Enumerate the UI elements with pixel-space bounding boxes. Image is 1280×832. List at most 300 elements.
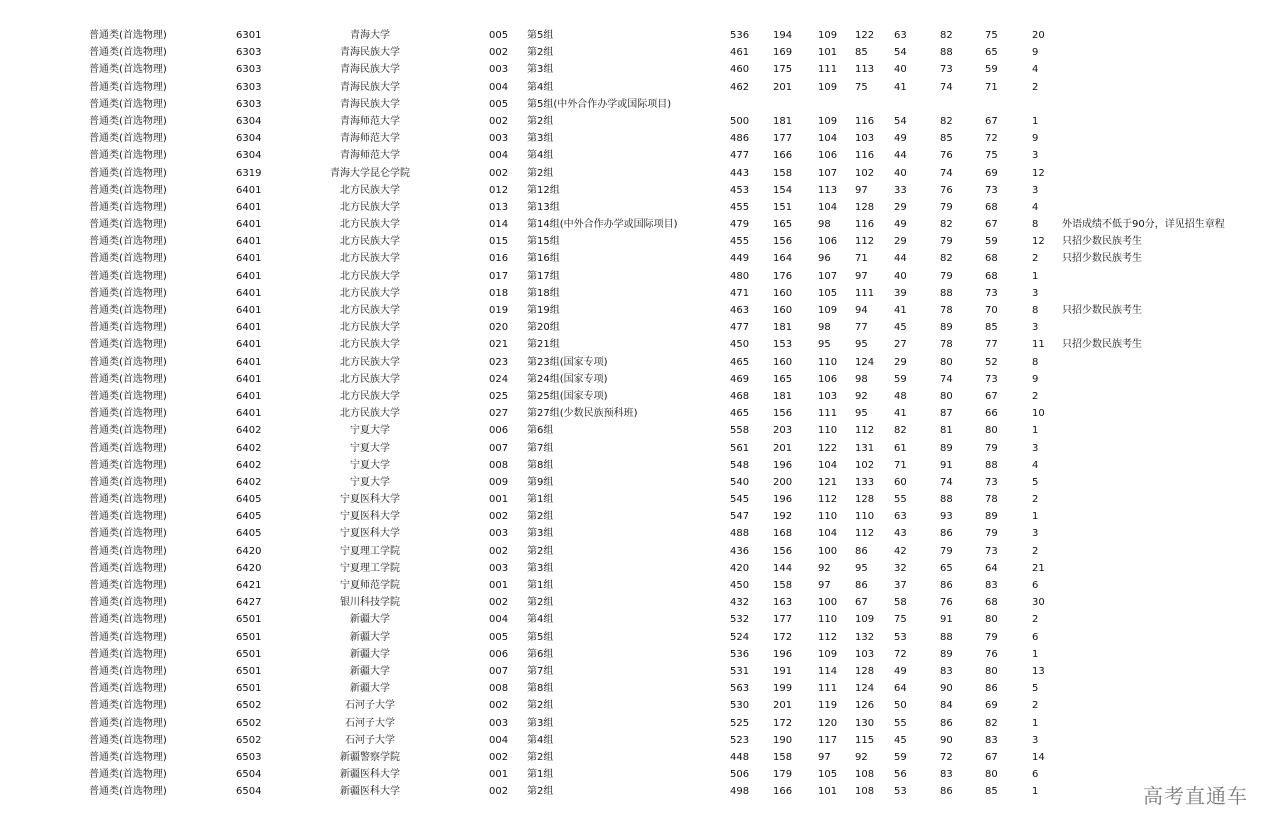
cell-count: 8: [1032, 219, 1039, 231]
cell-group-code: 008: [489, 459, 509, 471]
cell-school-code: 6401: [236, 253, 262, 265]
cell-category: 普通类(首选物理): [89, 373, 167, 385]
table-row: [0, 27, 1280, 44]
cell-total-score: 450: [730, 580, 750, 591]
cell-score-f: 67: [985, 751, 998, 763]
cell-score-a: 168: [773, 528, 793, 540]
cell-score-a: 181: [773, 115, 793, 127]
cell-score-a: 172: [773, 631, 793, 643]
cell-score-b: 98: [818, 322, 831, 334]
cell-score-a: 158: [773, 580, 793, 591]
cell-score-d: 64: [894, 683, 907, 695]
cell-score-c: 133: [855, 476, 875, 488]
cell-score-d: 61: [894, 442, 907, 454]
cell-group-code: 003: [489, 562, 509, 574]
cell-score-e: 81: [940, 425, 953, 437]
cell-remark: 只招少数民族考生: [1062, 253, 1142, 265]
cell-school-code: 6401: [236, 373, 262, 385]
cell-score-d: 32: [894, 562, 907, 574]
cell-score-b: 112: [818, 631, 838, 643]
cell-score-a: 175: [773, 64, 793, 76]
cell-total-score: 536: [730, 648, 750, 660]
cell-total-score: 558: [730, 425, 750, 437]
cell-group-name: 第5组(中外合作办学或国际项目): [527, 98, 672, 110]
cell-score-c: 86: [855, 545, 868, 557]
cell-group-name: 第2组: [527, 115, 554, 127]
table-row: [0, 113, 1280, 130]
cell-score-b: 95: [818, 339, 831, 351]
cell-group-name: 第2组: [527, 167, 554, 179]
cell-score-c: 95: [855, 408, 868, 420]
table-row: [0, 680, 1280, 697]
cell-score-d: 60: [894, 476, 907, 488]
cell-score-b: 109: [818, 30, 838, 41]
cell-score-d: 63: [894, 511, 907, 523]
cell-score-b: 109: [818, 115, 838, 127]
cell-category: 普通类(首选物理): [89, 150, 167, 162]
cell-school-code: 6501: [236, 614, 262, 626]
cell-total-score: 477: [730, 322, 750, 334]
cell-school-code: 6503: [236, 751, 262, 763]
cell-count: 1: [1032, 648, 1039, 660]
cell-group-code: 015: [489, 236, 509, 248]
cell-score-f: 75: [985, 30, 998, 41]
cell-count: 6: [1032, 580, 1039, 591]
cell-group-name: 第3组: [527, 64, 554, 76]
cell-score-b: 121: [818, 476, 838, 488]
cell-score-e: 86: [940, 528, 953, 540]
cell-score-c: 97: [855, 270, 868, 282]
cell-school-name: 宁夏大学: [350, 425, 390, 437]
cell-score-e: 74: [940, 167, 953, 179]
cell-group-name: 第5组: [527, 631, 554, 643]
cell-group-code: 002: [489, 786, 509, 798]
cell-school-name: 北方民族大学: [340, 390, 400, 402]
cell-score-e: 80: [940, 390, 953, 402]
table-row: [0, 165, 1280, 182]
cell-score-f: 73: [985, 476, 998, 488]
cell-count: 1: [1032, 717, 1039, 729]
cell-total-score: 449: [730, 253, 750, 265]
cell-group-code: 003: [489, 64, 509, 76]
cell-score-e: 79: [940, 201, 953, 213]
cell-school-name: 新疆医科大学: [340, 786, 400, 798]
cell-group-code: 005: [489, 631, 509, 643]
cell-score-d: 33: [894, 184, 907, 196]
cell-score-f: 75: [985, 150, 998, 162]
cell-group-code: 005: [489, 30, 509, 41]
cell-school-name: 北方民族大学: [340, 236, 400, 248]
cell-score-a: 201: [773, 700, 793, 712]
cell-school-name: 北方民族大学: [340, 356, 400, 368]
cell-school-name: 北方民族大学: [340, 339, 400, 351]
table-row: [0, 388, 1280, 405]
table-row: [0, 268, 1280, 285]
cell-school-code: 6420: [236, 562, 262, 574]
table-row: [0, 319, 1280, 336]
cell-category: 普通类(首选物理): [89, 81, 167, 93]
cell-school-name: 石河子大学: [345, 734, 395, 746]
cell-score-c: 98: [855, 373, 868, 385]
cell-total-score: 469: [730, 373, 750, 385]
cell-score-d: 48: [894, 390, 907, 402]
cell-school-code: 6427: [236, 597, 262, 609]
table-row: [0, 629, 1280, 646]
cell-score-a: 172: [773, 717, 793, 729]
cell-group-name: 第4组: [527, 81, 554, 93]
cell-group-name: 第14组(中外合作办学或国际项目): [527, 219, 678, 231]
cell-score-d: 29: [894, 236, 907, 248]
cell-score-b: 110: [818, 511, 838, 523]
cell-school-name: 宁夏医科大学: [340, 528, 400, 540]
cell-group-name: 第7组: [527, 665, 554, 677]
cell-group-name: 第2组: [527, 700, 554, 712]
cell-total-score: 450: [730, 339, 750, 351]
cell-category: 普通类(首选物理): [89, 305, 167, 316]
cell-score-b: 107: [818, 270, 838, 282]
cell-group-code: 007: [489, 442, 509, 454]
cell-score-b: 114: [818, 665, 838, 677]
cell-score-b: 106: [818, 236, 838, 248]
cell-total-score: 531: [730, 665, 750, 677]
table-row: [0, 491, 1280, 508]
cell-category: 普通类(首选物理): [89, 133, 167, 145]
cell-group-code: 018: [489, 287, 509, 299]
cell-count: 1: [1032, 786, 1039, 798]
cell-score-f: 73: [985, 373, 998, 385]
cell-school-name: 新疆大学: [350, 648, 390, 660]
cell-count: 2: [1032, 545, 1039, 557]
cell-score-f: 71: [985, 81, 998, 93]
cell-score-c: 124: [855, 683, 875, 695]
table-row: [0, 457, 1280, 474]
cell-category: 普通类(首选物理): [89, 47, 167, 59]
cell-school-code: 6501: [236, 648, 262, 660]
cell-score-b: 105: [818, 769, 838, 781]
cell-score-e: 73: [940, 64, 953, 76]
cell-school-name: 石河子大学: [345, 700, 395, 712]
cell-total-score: 548: [730, 459, 750, 471]
cell-score-f: 79: [985, 631, 998, 643]
cell-score-e: 78: [940, 305, 953, 316]
cell-score-d: 29: [894, 201, 907, 213]
cell-score-a: 158: [773, 751, 793, 763]
cell-group-name: 第2组: [527, 47, 554, 59]
cell-score-e: 79: [940, 236, 953, 248]
cell-total-score: 436: [730, 545, 750, 557]
cell-score-c: 75: [855, 81, 868, 93]
cell-group-name: 第3组: [527, 717, 554, 729]
cell-category: 普通类(首选物理): [89, 390, 167, 402]
cell-count: 21: [1032, 562, 1045, 574]
cell-score-c: 95: [855, 562, 868, 574]
cell-category: 普通类(首选物理): [89, 751, 167, 763]
cell-score-a: 165: [773, 219, 793, 231]
cell-school-name: 青海大学: [350, 30, 390, 41]
cell-score-e: 83: [940, 769, 953, 781]
cell-score-b: 104: [818, 459, 838, 471]
cell-category: 普通类(首选物理): [89, 459, 167, 471]
cell-score-b: 105: [818, 287, 838, 299]
cell-count: 8: [1032, 305, 1039, 316]
cell-score-d: 49: [894, 133, 907, 145]
cell-group-code: 002: [489, 597, 509, 609]
cell-school-code: 6304: [236, 133, 262, 145]
cell-school-code: 6401: [236, 201, 262, 213]
cell-score-e: 72: [940, 751, 953, 763]
cell-school-code: 6303: [236, 47, 262, 59]
cell-score-e: 93: [940, 511, 953, 523]
cell-group-code: 025: [489, 390, 509, 402]
table-row: [0, 216, 1280, 233]
cell-group-code: 002: [489, 700, 509, 712]
cell-score-b: 111: [818, 64, 838, 76]
cell-school-code: 6405: [236, 528, 262, 540]
cell-score-c: 67: [855, 597, 868, 609]
cell-count: 12: [1032, 167, 1045, 179]
table-row: [0, 560, 1280, 577]
cell-school-code: 6501: [236, 683, 262, 695]
table-row: [0, 44, 1280, 61]
cell-total-score: 455: [730, 201, 750, 213]
cell-score-e: 79: [940, 545, 953, 557]
cell-group-code: 003: [489, 717, 509, 729]
cell-score-f: 52: [985, 356, 998, 368]
cell-total-score: 561: [730, 442, 750, 454]
cell-school-name: 青海师范大学: [340, 115, 400, 127]
table-row: [0, 285, 1280, 302]
cell-score-d: 53: [894, 786, 907, 798]
cell-score-a: 203: [773, 425, 793, 437]
cell-remark: 只招少数民族考生: [1062, 339, 1142, 351]
cell-score-a: 160: [773, 305, 793, 316]
cell-school-code: 6420: [236, 545, 262, 557]
table-row: [0, 405, 1280, 422]
cell-school-code: 6401: [236, 219, 262, 231]
cell-score-b: 112: [818, 494, 838, 506]
cell-score-c: 124: [855, 356, 875, 368]
cell-score-e: 76: [940, 597, 953, 609]
cell-score-a: 181: [773, 390, 793, 402]
cell-score-a: 179: [773, 769, 793, 781]
cell-score-c: 108: [855, 786, 875, 798]
cell-group-name: 第4组: [527, 734, 554, 746]
cell-school-code: 6303: [236, 81, 262, 93]
cell-score-d: 59: [894, 751, 907, 763]
cell-score-c: 130: [855, 717, 875, 729]
cell-score-d: 40: [894, 167, 907, 179]
cell-school-code: 6303: [236, 98, 262, 110]
cell-school-name: 宁夏医科大学: [340, 494, 400, 506]
cell-count: 3: [1032, 528, 1039, 540]
cell-group-code: 003: [489, 133, 509, 145]
cell-total-score: 498: [730, 786, 750, 798]
cell-score-d: 55: [894, 717, 907, 729]
cell-score-b: 106: [818, 150, 838, 162]
cell-group-name: 第23组(国家专项): [527, 356, 608, 368]
cell-school-name: 新疆大学: [350, 631, 390, 643]
cell-score-b: 103: [818, 390, 838, 402]
cell-score-a: 177: [773, 614, 793, 626]
cell-school-name: 新疆警察学院: [340, 751, 400, 763]
cell-school-code: 6401: [236, 356, 262, 368]
cell-group-name: 第3组: [527, 528, 554, 540]
cell-count: 5: [1032, 683, 1039, 695]
table-row: [0, 371, 1280, 388]
cell-total-score: 468: [730, 390, 750, 402]
cell-score-d: 54: [894, 115, 907, 127]
cell-score-a: 165: [773, 373, 793, 385]
cell-count: 2: [1032, 494, 1039, 506]
cell-category: 普通类(首选物理): [89, 700, 167, 712]
cell-total-score: 563: [730, 683, 750, 695]
cell-score-f: 85: [985, 786, 998, 798]
cell-group-name: 第9组: [527, 476, 554, 488]
cell-count: 6: [1032, 631, 1039, 643]
cell-group-code: 023: [489, 356, 509, 368]
cell-count: 20: [1032, 30, 1045, 41]
cell-score-c: 128: [855, 494, 875, 506]
cell-score-d: 55: [894, 494, 907, 506]
table-row: [0, 663, 1280, 680]
cell-total-score: 443: [730, 167, 750, 179]
cell-score-a: 151: [773, 201, 793, 213]
cell-category: 普通类(首选物理): [89, 64, 167, 76]
cell-score-a: 196: [773, 648, 793, 660]
cell-score-c: 111: [855, 287, 875, 299]
cell-score-e: 82: [940, 253, 953, 265]
cell-score-f: 73: [985, 545, 998, 557]
cell-score-c: 97: [855, 184, 868, 196]
cell-score-f: 80: [985, 425, 998, 437]
cell-count: 1: [1032, 425, 1039, 437]
cell-score-a: 164: [773, 253, 793, 265]
table-row: [0, 783, 1280, 800]
cell-group-name: 第27组(少数民族预科班): [527, 408, 638, 420]
cell-school-name: 青海师范大学: [340, 133, 400, 145]
table-row: [0, 440, 1280, 457]
cell-group-code: 001: [489, 580, 509, 591]
cell-score-a: 169: [773, 47, 793, 59]
cell-school-code: 6319: [236, 167, 262, 179]
cell-score-f: 68: [985, 253, 998, 265]
table-row: [0, 302, 1280, 319]
cell-score-a: 181: [773, 322, 793, 334]
cell-school-code: 6502: [236, 700, 262, 712]
cell-group-code: 021: [489, 339, 509, 351]
cell-score-f: 69: [985, 167, 998, 179]
cell-score-b: 113: [818, 184, 838, 196]
cell-group-code: 013: [489, 201, 509, 213]
cell-group-code: 020: [489, 322, 509, 334]
table-row: [0, 130, 1280, 147]
cell-total-score: 530: [730, 700, 750, 712]
cell-group-name: 第4组: [527, 150, 554, 162]
cell-score-e: 74: [940, 476, 953, 488]
cell-total-score: 486: [730, 133, 750, 145]
cell-school-name: 北方民族大学: [340, 287, 400, 299]
cell-remark: 只招少数民族考生: [1062, 305, 1142, 316]
cell-group-name: 第13组: [527, 201, 560, 213]
cell-score-b: 110: [818, 425, 838, 437]
cell-score-b: 104: [818, 201, 838, 213]
table-row: [0, 422, 1280, 439]
cell-score-d: 82: [894, 425, 907, 437]
cell-score-e: 74: [940, 81, 953, 93]
cell-category: 普通类(首选物理): [89, 665, 167, 677]
cell-score-c: 126: [855, 700, 875, 712]
cell-score-a: 154: [773, 184, 793, 196]
cell-score-a: 191: [773, 665, 793, 677]
cell-score-b: 122: [818, 442, 838, 454]
table-row: [0, 732, 1280, 749]
cell-score-d: 27: [894, 339, 907, 351]
cell-score-b: 110: [818, 356, 838, 368]
cell-score-d: 43: [894, 528, 907, 540]
cell-score-c: 71: [855, 253, 868, 265]
cell-score-c: 112: [855, 236, 875, 248]
cell-score-d: 37: [894, 580, 907, 591]
cell-group-code: 019: [489, 305, 509, 316]
cell-total-score: 480: [730, 270, 750, 282]
cell-category: 普通类(首选物理): [89, 253, 167, 265]
cell-school-name: 宁夏师范学院: [340, 580, 400, 591]
cell-score-a: 201: [773, 442, 793, 454]
cell-category: 普通类(首选物理): [89, 734, 167, 746]
cell-score-e: 79: [940, 270, 953, 282]
cell-score-b: 107: [818, 167, 838, 179]
cell-school-name: 新疆大学: [350, 614, 390, 626]
cell-score-f: 73: [985, 287, 998, 299]
cell-group-name: 第12组: [527, 184, 560, 196]
cell-score-d: 41: [894, 408, 907, 420]
table-row: [0, 354, 1280, 371]
cell-category: 普通类(首选物理): [89, 494, 167, 506]
cell-category: 普通类(首选物理): [89, 786, 167, 798]
cell-score-c: 112: [855, 528, 875, 540]
cell-score-d: 45: [894, 734, 907, 746]
cell-group-code: 002: [489, 751, 509, 763]
cell-score-a: 166: [773, 786, 793, 798]
cell-group-name: 第1组: [527, 494, 554, 506]
table-row: [0, 336, 1280, 353]
cell-category: 普通类(首选物理): [89, 545, 167, 557]
table-row: [0, 96, 1280, 113]
cell-score-f: 83: [985, 734, 998, 746]
cell-group-code: 016: [489, 253, 509, 265]
table-row: [0, 233, 1280, 250]
cell-category: 普通类(首选物理): [89, 115, 167, 127]
cell-total-score: 547: [730, 511, 750, 523]
cell-school-name: 北方民族大学: [340, 408, 400, 420]
cell-score-f: 89: [985, 511, 998, 523]
cell-group-name: 第3组: [527, 562, 554, 574]
cell-score-e: 83: [940, 665, 953, 677]
cell-category: 普通类(首选物理): [89, 339, 167, 351]
cell-school-name: 宁夏理工学院: [340, 562, 400, 574]
cell-score-d: 50: [894, 700, 907, 712]
cell-school-code: 6402: [236, 425, 262, 437]
cell-score-f: 79: [985, 528, 998, 540]
cell-school-code: 6401: [236, 287, 262, 299]
cell-school-name: 北方民族大学: [340, 201, 400, 213]
cell-count: 2: [1032, 390, 1039, 402]
cell-category: 普通类(首选物理): [89, 648, 167, 660]
cell-school-name: 北方民族大学: [340, 373, 400, 385]
cell-total-score: 465: [730, 408, 750, 420]
cell-score-d: 40: [894, 64, 907, 76]
cell-score-d: 45: [894, 322, 907, 334]
